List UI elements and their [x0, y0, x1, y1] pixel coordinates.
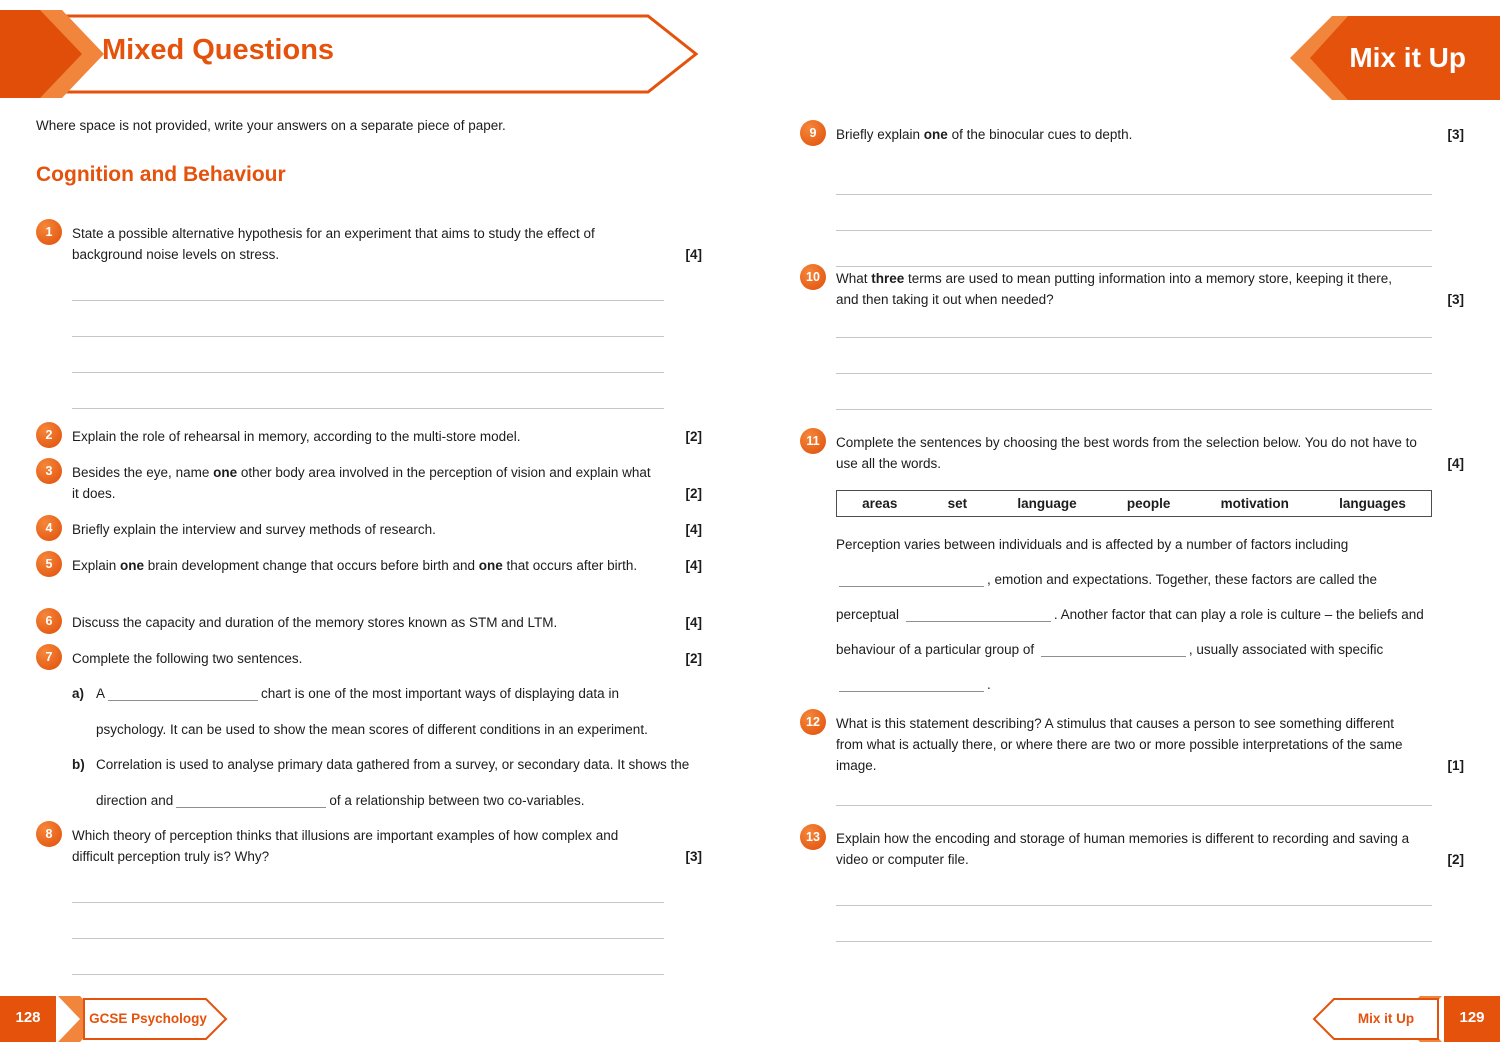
question-text: Which theory of perception thinks that illusions are important examples of how complex and difficult perception truly is? Why? — [72, 828, 619, 864]
question-number-badge: 9 — [800, 120, 826, 146]
subquestion-text: Correlation is used to analyse primary data gathered from a survey, or secondary data. It shows the direction and — [96, 757, 690, 808]
question-text: Explain — [72, 558, 121, 573]
answer-lines — [72, 265, 664, 409]
page-number: 129 — [1459, 1009, 1485, 1026]
question-number-badge: 7 — [36, 644, 62, 670]
question-text: Briefly explain — [836, 127, 924, 142]
question-text: State a possible alternative hypothesis for an experiment that aims to study the effect of background noise levels on stress. — [72, 226, 595, 262]
question-number-badge: 10 — [800, 264, 826, 290]
instructions-text: Where space is not provided, write your answers on a separate piece of paper. — [36, 118, 506, 133]
marks-label: [1] — [1447, 758, 1464, 773]
question-11 — [800, 432, 1464, 702]
marks-label: [4] — [1447, 456, 1464, 471]
answer-line[interactable] — [72, 939, 664, 975]
marks-label: [2] — [685, 651, 702, 666]
word-bank-option: set — [947, 496, 968, 511]
question-text: other body area involved in the perception of vision and explain what it does. — [72, 465, 651, 501]
passage-text: , emotion and expectations. Together, these factors are called the perceptual — [836, 572, 1377, 622]
word-bank-option: areas — [862, 496, 898, 511]
question-12 — [800, 713, 1464, 806]
section-tab-title: Mix it Up — [1349, 42, 1466, 73]
right-footer — [1260, 996, 1500, 1042]
question-text: brain development change that occurs before birth and — [144, 558, 479, 573]
question-number-badge: 2 — [36, 422, 62, 448]
answer-line[interactable] — [72, 373, 664, 409]
answer-line[interactable] — [72, 265, 664, 301]
right-page — [800, 0, 1464, 1061]
question-text-bold: one — [478, 558, 503, 573]
question-text: Besides the eye, name — [72, 465, 214, 480]
word-bank-option: language — [1017, 496, 1077, 511]
question-7b — [72, 747, 702, 819]
question-7a — [72, 676, 702, 748]
question-7 — [36, 648, 702, 669]
question-text: What — [836, 271, 872, 286]
question-6 — [36, 612, 702, 633]
answer-line[interactable] — [72, 867, 664, 903]
question-4 — [36, 519, 702, 540]
subquestion-label: b) — [72, 757, 85, 772]
marks-label: [2] — [685, 486, 702, 501]
question-number-badge: 1 — [36, 219, 62, 245]
question-text: Complete the sentences by choosing the best words from the selection below. You do not have to use all the words. — [836, 435, 1417, 471]
answer-lines — [836, 302, 1432, 410]
question-9 — [800, 124, 1464, 267]
section-heading: Cognition and Behaviour — [36, 163, 286, 186]
question-text-bold: three — [871, 271, 905, 286]
question-number-badge: 13 — [800, 824, 826, 850]
answer-lines — [836, 776, 1432, 806]
question-number-badge: 5 — [36, 551, 62, 577]
page-title: Mixed Questions — [102, 34, 335, 66]
question-text-bold: one — [120, 558, 145, 573]
fill-in-blank[interactable] — [108, 687, 258, 701]
word-bank — [836, 490, 1432, 517]
page-number: 128 — [15, 1009, 41, 1026]
fill-in-blank[interactable] — [839, 573, 984, 587]
question-3 — [36, 462, 702, 504]
answer-line[interactable] — [72, 301, 664, 337]
question-text: terms are used to mean putting information into a memory store, keeping it there, and then taking it out when needed? — [836, 271, 1393, 307]
fill-in-blank[interactable] — [176, 794, 326, 808]
answer-line[interactable] — [836, 374, 1432, 410]
marks-label: [4] — [685, 522, 702, 537]
left-page — [36, 0, 702, 1061]
answer-lines — [72, 867, 664, 975]
passage-text: Perception varies between individuals and is affected by a number of factors including — [836, 537, 1349, 552]
question-number-badge: 6 — [36, 608, 62, 634]
question-1 — [36, 223, 702, 409]
question-5 — [36, 555, 702, 576]
answer-line[interactable] — [836, 231, 1432, 267]
question-text: that occurs after birth. — [502, 558, 638, 573]
answer-line[interactable] — [836, 159, 1432, 195]
question-number-badge: 12 — [800, 709, 826, 735]
marks-label: [4] — [685, 558, 702, 573]
answer-line[interactable] — [72, 337, 664, 373]
footer-label: Mix it Up — [1357, 1011, 1415, 1026]
question-text-bold: one — [923, 127, 948, 142]
word-bank-option: languages — [1339, 496, 1406, 511]
passage-text: . Another factor that can play a role is culture – the beliefs and behaviour of a particular group of — [836, 607, 1424, 657]
question-2 — [36, 426, 702, 447]
subquestion-label: a) — [72, 686, 85, 701]
marks-label: [3] — [1447, 292, 1464, 307]
fill-in-blank[interactable] — [906, 608, 1051, 622]
marks-label: [4] — [685, 615, 702, 630]
subquestion-text: of a relationship between two co-variables. — [329, 793, 585, 808]
question-number-badge: 11 — [800, 428, 826, 454]
word-bank-option: people — [1126, 496, 1171, 511]
answer-line[interactable] — [836, 906, 1432, 942]
question-text: Explain the role of rehearsal in memory, according to the multi-store model. — [72, 429, 521, 444]
question-number-badge: 4 — [36, 515, 62, 541]
marks-label: [3] — [685, 849, 702, 864]
passage-text: . — [987, 677, 991, 692]
subquestion-text: A — [96, 686, 106, 701]
question-number-badge: 3 — [36, 458, 62, 484]
marks-label: [2] — [1447, 852, 1464, 867]
word-bank-option: motivation — [1220, 496, 1289, 511]
fill-in-blank[interactable] — [1041, 643, 1186, 657]
answer-lines — [836, 870, 1432, 942]
fill-in-blank[interactable] — [839, 678, 984, 692]
question-13 — [800, 828, 1464, 942]
marks-label: [2] — [685, 429, 702, 444]
answer-line[interactable] — [836, 195, 1432, 231]
answer-lines — [836, 159, 1432, 267]
passage-text: , usually associated with specific — [1188, 642, 1384, 657]
answer-line[interactable] — [836, 870, 1432, 906]
answer-line[interactable] — [836, 338, 1432, 374]
marks-label: [3] — [1447, 127, 1464, 142]
question-text: What is this statement describing? A stimulus that causes a person to see something different from what is actually there, or where there are two or more possible interpretations of the same image. — [836, 716, 1403, 773]
answer-line[interactable] — [836, 776, 1432, 806]
question-text: Explain how the encoding and storage of human memories is different to recording and saving a video or computer file. — [836, 831, 1410, 867]
marks-label: [4] — [685, 247, 702, 262]
question-number-badge: 8 — [36, 821, 62, 847]
footer-label: GCSE Psychology — [89, 1011, 207, 1026]
question-text: Briefly explain the interview and survey methods of research. — [72, 522, 436, 537]
question-text: Discuss the capacity and duration of the memory stores known as STM and LTM. — [72, 615, 558, 630]
answer-line[interactable] — [72, 903, 664, 939]
question-text: of the binocular cues to depth. — [947, 127, 1133, 142]
subquestion-text: chart is one of the most important ways of displaying data in psychology. It can be used to show the mean scores of different conditions in an experiment. — [96, 686, 648, 737]
question-8 — [36, 825, 702, 975]
question-text-bold: one — [213, 465, 238, 480]
left-footer — [0, 996, 240, 1042]
question-10 — [800, 268, 1464, 410]
cloze-passage — [836, 527, 1440, 702]
question-text: Complete the following two sentences. — [72, 651, 303, 666]
